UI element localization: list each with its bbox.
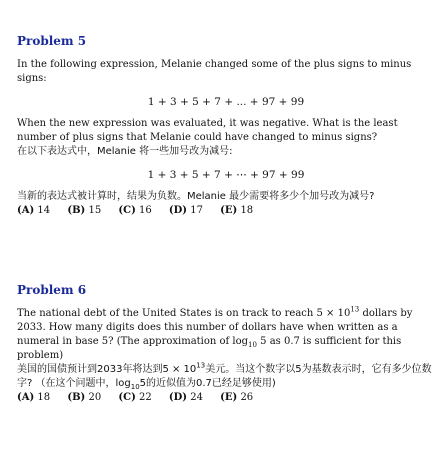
choice-letter: (D) <box>168 205 188 216</box>
choice-value: 18 <box>240 205 254 216</box>
choice-a[interactable] <box>17 391 50 405</box>
text-segment: 5的近似值为0.7已经足够使用) <box>139 378 276 389</box>
choice-value: 17 <box>190 205 203 216</box>
choice-value: 20 <box>88 392 102 403</box>
choice-value: 26 <box>240 392 254 403</box>
choice-letter: (A) <box>17 205 35 216</box>
choice-letter: (E) <box>220 205 238 216</box>
subscript: 10 <box>130 383 140 391</box>
choice-c[interactable] <box>118 204 151 218</box>
choice-letter: (D) <box>168 392 188 403</box>
exponent: 13 <box>196 361 206 370</box>
choice-letter: (C) <box>118 205 136 216</box>
text-segment: dollars by 2033. How many digits does this number of dollars have when written as a numeral in base 5? (The approximation of log <box>17 308 413 347</box>
choice-value: 15 <box>88 205 102 216</box>
problem-title: Problem 6 <box>17 283 87 297</box>
text-segment: 5 as 0.7 is sufficient for this problem) <box>17 336 402 361</box>
choice-d[interactable] <box>169 391 203 405</box>
expression-cn: 1 + 3 + 5 + 7 + ⋯ + 97 + 99 <box>147 169 305 181</box>
choice-value: 24 <box>190 392 203 403</box>
problem-5 <box>17 34 435 218</box>
choice-a[interactable] <box>17 204 50 218</box>
problem-text-cn: 在以下表达式中，Melanie 将一些加号改为减号: <box>17 146 233 157</box>
choice-letter: (E) <box>220 392 238 403</box>
answer-choices <box>17 204 435 218</box>
choice-b[interactable] <box>67 204 101 218</box>
question-en: When the new expression was evaluated, it was negative. What is the least number of plus signs that Melanie could have changed to minus signs? <box>17 118 398 143</box>
choice-d[interactable] <box>169 204 203 218</box>
choice-c[interactable] <box>118 391 151 405</box>
choice-letter: (B) <box>67 205 86 216</box>
choice-value: 18 <box>37 392 51 403</box>
problem-6 <box>17 283 435 405</box>
problem-text-en: In the following expression, Melanie changed some of the plus signs to minus signs: <box>17 59 412 84</box>
text-segment: The national debt of the United States is on track to reach 5 × 10 <box>17 308 351 319</box>
expression: 1 + 3 + 5 + 7 + ... + 97 + 99 <box>147 96 305 108</box>
exponent: 13 <box>350 305 360 314</box>
problem-title: Problem 5 <box>17 34 87 48</box>
choice-letter: (B) <box>67 392 86 403</box>
text-segment: 美元。当这个数字以5为基数表示时，它有多少位数字? （在这个问题中，log <box>17 364 432 389</box>
choice-e[interactable] <box>220 204 253 218</box>
question-cn: 当新的表达式被计算时，结果为负数。Melanie 最少需要将多少个加号改为减号? <box>17 191 375 202</box>
choice-letter: (C) <box>118 392 136 403</box>
choice-value: 14 <box>37 205 51 216</box>
text-segment: 美国的国债预计到2033年将达到5 × 10 <box>17 364 197 375</box>
answer-choices <box>17 391 435 405</box>
choice-e[interactable] <box>220 391 253 405</box>
choice-b[interactable] <box>67 391 101 405</box>
choice-value: 16 <box>138 205 152 216</box>
choice-value: 22 <box>138 392 152 403</box>
subscript: 10 <box>248 341 257 349</box>
choice-letter: (A) <box>17 392 35 403</box>
problem-text-cn <box>17 363 435 391</box>
problem-text-en <box>17 307 435 363</box>
